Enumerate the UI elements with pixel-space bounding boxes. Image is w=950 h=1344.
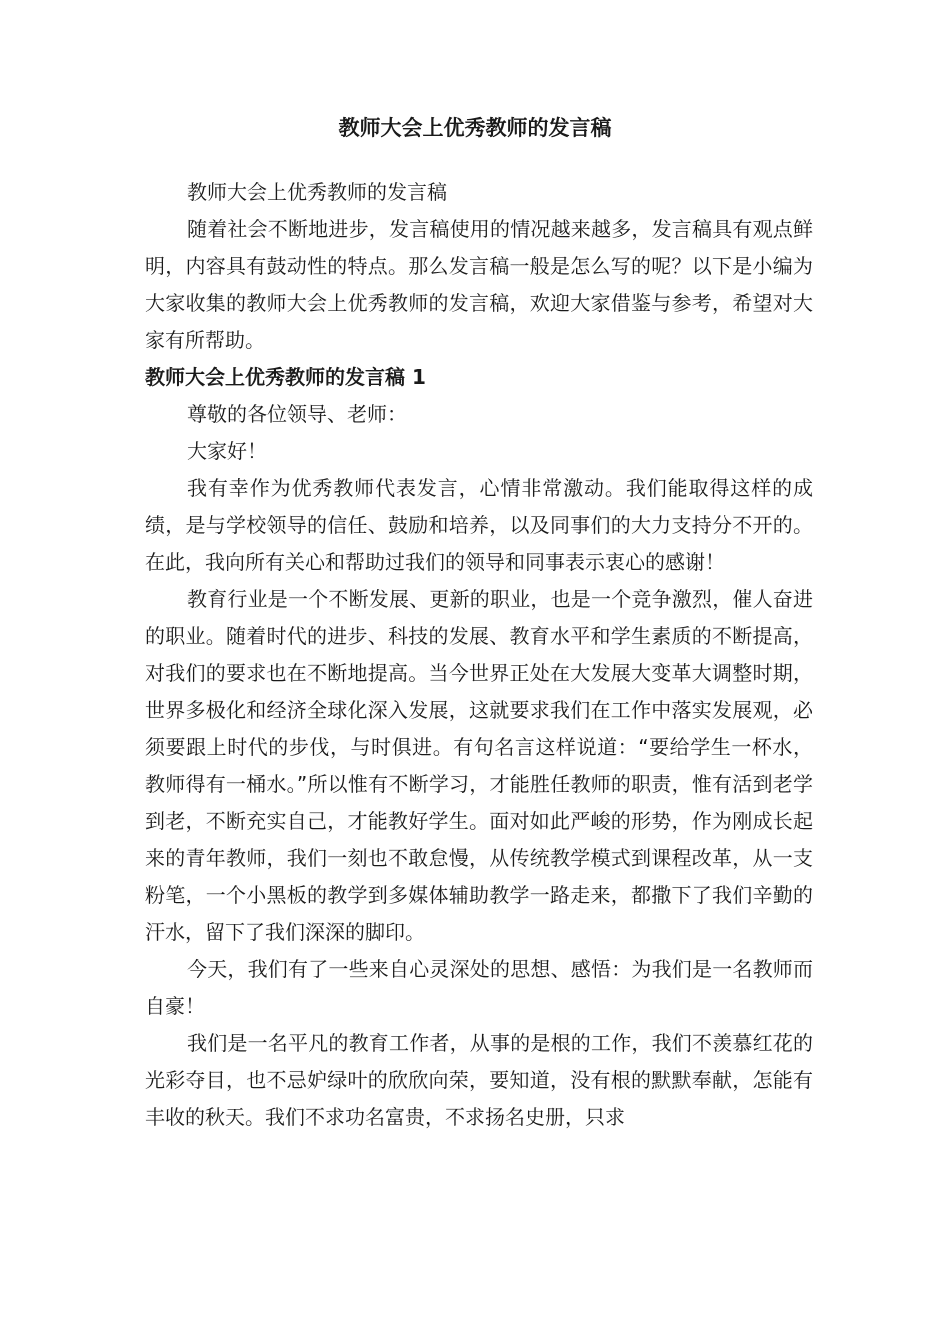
body-paragraph: 我们是一名平凡的教育工作者，从事的是根的工作，我们不羡慕红花的光彩夺目，也不忌妒绿叶的欣欣向荣，要知道，没有根的默默奉献，怎能有丰收的秋天。我们不求功名富贵，不求扬名史册，只求 [145, 1031, 813, 1129]
section-heading: 教师大会上优秀教师的发言稿 1 [145, 365, 426, 389]
body-paragraph: 今天，我们有了一些来自心灵深处的思想、感悟：为我们是一名教师而自豪！ [145, 957, 813, 1018]
document-title: 教师大会上优秀教师的发言稿 [338, 116, 612, 140]
salutation: 尊敬的各位领导、老师： [187, 402, 407, 426]
intro-paragraph: 随着社会不断地进步，发言稿使用的情况越来越多，发言稿具有观点鲜明，内容具有鼓动性的特点。那么发言稿一般是怎么写的呢？以下是小编为大家收集的教师大会上优秀教师的发言稿，欢迎大家借鉴与参考，希望对大家有所帮助。 [145, 217, 813, 352]
document-body [145, 174, 813, 1136]
body-paragraph: 教育行业是一个不断发展、更新的职业，也是一个竞争激烈，催人奋进的职业。随着时代的进步、科技的发展、教育水平和学生素质的不断提高，对我们的要求也在不断地提高。当今世界正处在大发展大变革大调整时期，世界多极化和经济全球化深入发展，这就要求我们在工作中落实发展观，必须要跟上时代的步伐，与时俱进。有句名言这样说道：“要给学生一杯水，教师得有一桶水。”所以惟有不断学习，才能胜任教师的职责，惟有活到老学到老，不断充实自己，才能教好学生。面对如此严峻的形势，作为刚成长起来的青年教师，我们一刻也不敢怠慢，从传统教学模式到课程改革，从一支粉笔，一个小黑板的教学到多媒体辅助教学一路走来，都撒下了我们辛勤的汗水，留下了我们深深的脚印。 [145, 587, 813, 944]
intro-subtitle: 教师大会上优秀教师的发言稿 [187, 180, 447, 204]
greeting: 大家好！ [187, 439, 267, 463]
body-paragraph: 我有幸作为优秀教师代表发言，心情非常激动。我们能取得这样的成绩，是与学校领导的信任、鼓励和培养，以及同事们的大力支持分不开的。在此，我向所有关心和帮助过我们的领导和同事表示衷心的感谢！ [145, 476, 813, 574]
